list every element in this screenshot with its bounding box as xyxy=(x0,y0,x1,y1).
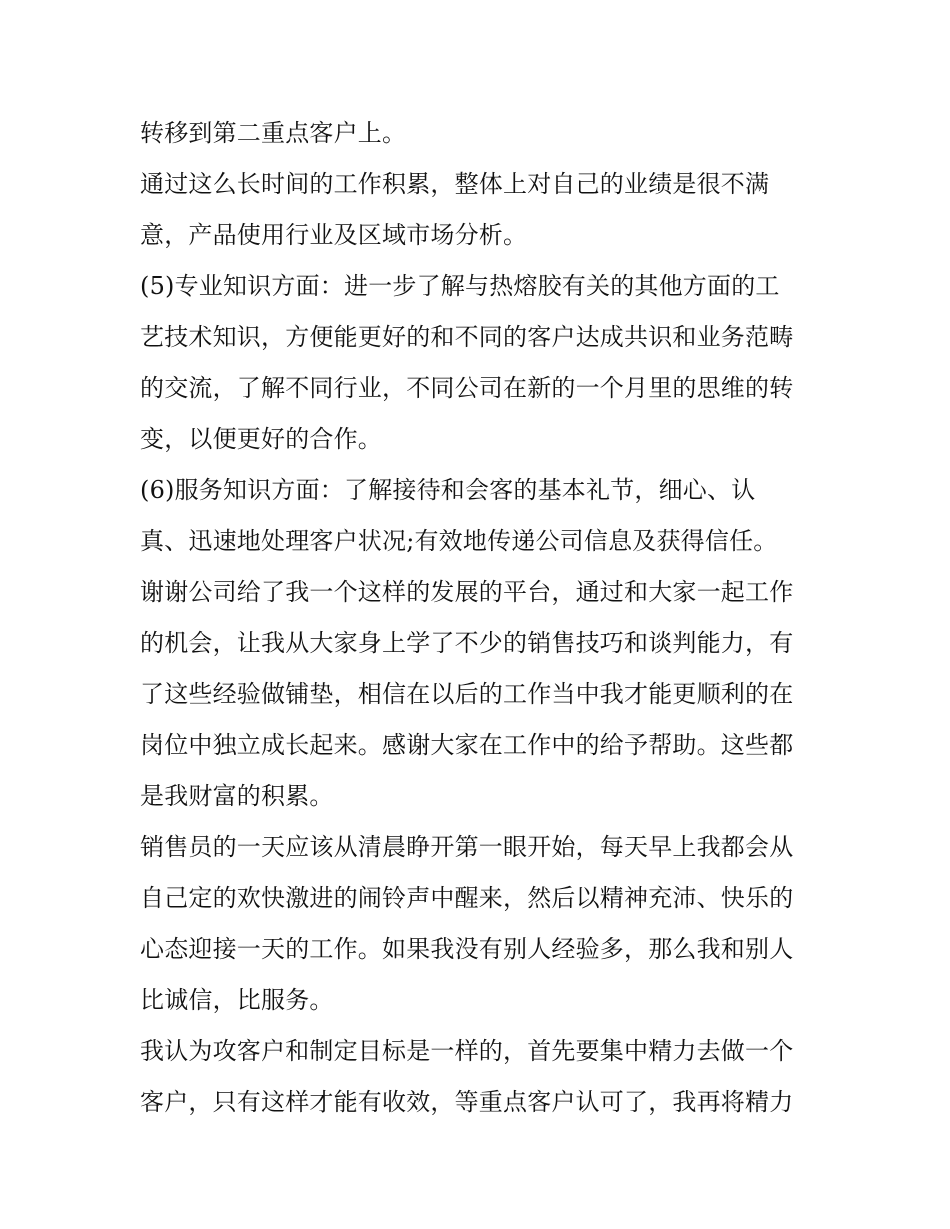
text-line: 是我财富的积累。 xyxy=(140,782,334,810)
text-line: 心态迎接一天的工作。如果我没有别人经验多，那么我和别人 xyxy=(140,935,794,963)
document-body xyxy=(140,108,820,1128)
text-line: 自己定的欢快激进的闹铃声中醒来，然后以精神充沛、快乐的 xyxy=(140,884,794,912)
text-line: 岗位中独立成长起来。感谢大家在工作中的给予帮助。这些都 xyxy=(140,731,794,759)
text-line: 的交流，了解不同行业，不同公司在新的一个月里的思维的转 xyxy=(140,374,794,402)
text-line: 真、迅速地处理客户状况;有效地传递公司信息及获得信任。 xyxy=(140,527,778,555)
text-line: 谢谢公司给了我一个这样的发展的平台，通过和大家一起工作 xyxy=(140,578,794,606)
text-line: 变，以便更好的合作。 xyxy=(140,425,382,453)
text-line: 我认为攻客户和制定目标是一样的，首先要集中精力去做一个 xyxy=(140,1037,794,1065)
text-line: 比诚信，比服务。 xyxy=(140,986,334,1014)
text-line: 的机会，让我从大家身上学了不少的销售技巧和谈判能力，有 xyxy=(140,629,794,657)
text-line: (5)专业知识方面：进一步了解与热熔胶有关的其他方面的工 xyxy=(140,272,780,300)
text-line: 客户，只有这样才能有收效，等重点客户认可了，我再将精力 xyxy=(140,1088,794,1116)
text-line: 通过这么长时间的工作积累，整体上对自己的业绩是很不满 xyxy=(140,170,770,198)
text-line: 了这些经验做铺垫，相信在以后的工作当中我才能更顺利的在 xyxy=(140,680,794,708)
text-line: (6)服务知识方面：了解接待和会客的基本礼节，细心、认 xyxy=(140,476,756,504)
text-line: 意，产品使用行业及区域市场分析。 xyxy=(140,221,528,249)
text-line: 销售员的一天应该从清晨睁开第一眼开始，每天早上我都会从 xyxy=(140,833,794,861)
text-line: 转移到第二重点客户上。 xyxy=(140,119,407,147)
text-line: 艺技术知识，方便能更好的和不同的客户达成共识和业务范畴 xyxy=(140,323,794,351)
